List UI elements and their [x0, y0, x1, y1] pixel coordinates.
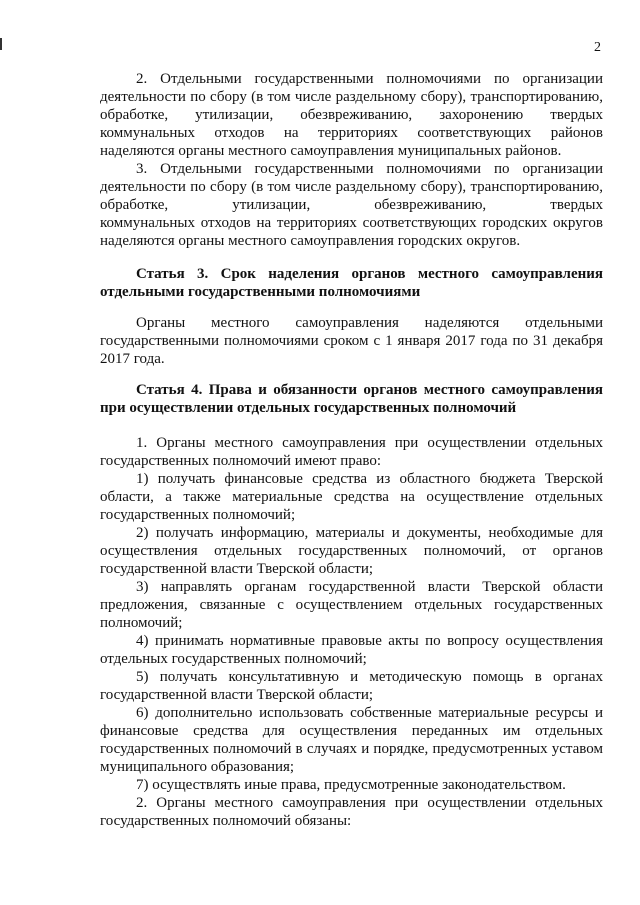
heading-line: при осуществлении отдельных государственных полномочий	[100, 400, 517, 416]
text-line: обработке, утилизации, обезвреживанию, твердых	[100, 197, 603, 213]
text-line: 3. Отдельными государственными полномочиями по организации	[136, 161, 603, 177]
article-3-heading	[100, 265, 603, 301]
text-line: 3) направлять органам государственной власти Тверской области	[136, 579, 603, 595]
text-line: государственных полномочий обязаны:	[100, 813, 352, 829]
text-line: 6) дополнительно использовать собственные материальные ресурсы и	[136, 705, 603, 721]
paragraph-item-3	[100, 160, 603, 250]
right-item-7	[100, 776, 603, 794]
heading-line: Статья 3. Срок наделения органов местного самоуправления	[136, 266, 603, 282]
text-line: области, а также материальные средства на осуществление отдельных	[100, 489, 603, 505]
text-line: наделяются органы местного самоуправления городских округов.	[100, 233, 521, 249]
text-line: 2) получать информацию, материалы и документы, необходимые для	[136, 525, 603, 541]
text-line: 4) принимать нормативные правовые акты по вопросу осуществления	[136, 633, 603, 649]
text-line: государственных полномочий в случаях и порядке, предусмотренных уставом	[100, 741, 603, 757]
article-3-text	[100, 314, 603, 368]
text-line: финансовые средства для осуществления переданных им отдельных	[100, 723, 603, 739]
article-4-paragraph-2	[100, 794, 603, 830]
text-line: государственных полномочий имеют право:	[100, 453, 382, 469]
scan-edge-mark	[0, 38, 2, 50]
text-line: наделяются органы местного самоуправления муниципальных районов.	[100, 143, 562, 159]
article-4-heading	[100, 381, 603, 417]
text-line: муниципального образования;	[100, 759, 295, 775]
text-line: отдельных государственных полномочий;	[100, 651, 367, 667]
text-line: коммунальных отходов на территориях соответствующих районов	[100, 125, 603, 141]
text-line: 2017 года.	[100, 351, 165, 367]
text-line: 2. Органы местного самоуправления при осуществлении отдельных	[136, 795, 603, 811]
text-line: полномочий;	[100, 615, 183, 631]
text-line: обработке, утилизации, обезвреживанию, захоронению твердых	[100, 107, 603, 123]
text-line: государственной власти Тверской области;	[100, 687, 374, 703]
text-line: Органы местного самоуправления наделяются отдельными	[136, 315, 603, 331]
right-item-1	[100, 470, 603, 524]
right-item-3	[100, 578, 603, 632]
text-line: 1) получать финансовые средства из областного бюджета Тверской	[136, 471, 603, 487]
heading-line: отдельными государственными полномочиями	[100, 284, 421, 300]
text-line: государственной власти Тверской области;	[100, 561, 374, 577]
text-line: коммунальных отходов на территориях соответствующих городских округов	[100, 215, 603, 231]
right-item-2	[100, 524, 603, 578]
paragraph-item-2	[100, 70, 603, 160]
text-line: осуществления отдельных государственных полномочий, от органов	[100, 543, 603, 559]
text-line: 5) получать консультативную и методическую помощь в органах	[136, 669, 603, 685]
text-line: деятельности по сбору (в том числе раздельному сбору), транспортированию,	[100, 89, 603, 105]
text-line: государственных полномочий;	[100, 507, 296, 523]
article-4-paragraph-1	[100, 434, 603, 470]
heading-line: Статья 4. Права и обязанности органов местного самоуправления	[136, 382, 603, 398]
right-item-5	[100, 668, 603, 704]
text-line: государственными полномочиями сроком с 1 января 2017 года по 31 декабря	[100, 333, 603, 349]
text-line: 1. Органы местного самоуправления при осуществлении отдельных	[136, 435, 603, 451]
text-line: предложения, связанные с осуществлением отдельных государственных	[100, 597, 603, 613]
text-line: деятельности по сбору (в том числе раздельному сбору), транспортированию,	[100, 179, 603, 195]
right-item-4	[100, 632, 603, 668]
text-line: 2. Отдельными государственными полномочиями по организации	[136, 71, 603, 87]
text-line: 7) осуществлять иные права, предусмотренные законодательством.	[136, 777, 566, 793]
right-item-6	[100, 704, 603, 776]
page-number: 2	[594, 40, 601, 55]
